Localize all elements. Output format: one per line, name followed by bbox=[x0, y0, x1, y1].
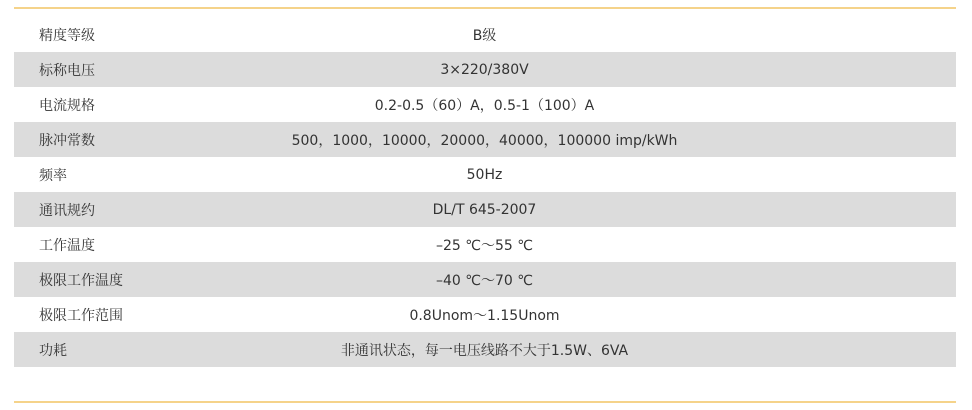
spec-label: 精度等级 bbox=[39, 27, 95, 44]
spec-row-operating-temp bbox=[14, 227, 956, 262]
spec-row-limit-range bbox=[14, 297, 956, 332]
spec-value: 3×220/380V bbox=[440, 61, 529, 78]
spec-row-rated-voltage bbox=[14, 52, 956, 87]
spec-value: DL/T 645-2007 bbox=[432, 201, 537, 218]
spec-value: 500，1000，10000，20000，40000，100000 imp/kWh bbox=[291, 132, 678, 149]
spec-row-protocol bbox=[14, 192, 956, 227]
spec-row-pulse-constant bbox=[14, 122, 956, 157]
spec-table bbox=[14, 17, 956, 367]
spec-row-current-spec bbox=[14, 87, 956, 122]
spec-label: 极限工作温度 bbox=[39, 272, 123, 289]
spec-value: 0.2-0.5（60）A，0.5-1（100）A bbox=[374, 97, 595, 114]
spec-value: –40 ℃～70 ℃ bbox=[436, 272, 533, 289]
spec-label: 脉冲常数 bbox=[39, 132, 95, 149]
spec-value: 50Hz bbox=[466, 166, 503, 183]
spec-row-accuracy bbox=[14, 17, 956, 52]
spec-label: 通讯规约 bbox=[39, 202, 95, 219]
spec-row-power-consumption bbox=[14, 332, 956, 367]
spec-value: –25 ℃～55 ℃ bbox=[436, 237, 533, 254]
spec-row-frequency bbox=[14, 157, 956, 192]
spec-value: 非通讯状态，每一电压线路不大于1.5W、6VA bbox=[340, 342, 629, 359]
spec-label: 电流规格 bbox=[39, 97, 95, 114]
spec-label: 工作温度 bbox=[39, 237, 95, 254]
top-divider bbox=[14, 7, 956, 9]
spec-value: 0.8Unom～1.15Unom bbox=[409, 307, 560, 324]
spec-label: 功耗 bbox=[39, 342, 67, 359]
spec-row-limit-temp bbox=[14, 262, 956, 297]
spec-value: B级 bbox=[472, 27, 497, 44]
bottom-divider bbox=[14, 401, 956, 403]
spec-label: 极限工作范围 bbox=[39, 307, 123, 324]
spec-label: 频率 bbox=[39, 167, 67, 184]
spec-label: 标称电压 bbox=[39, 62, 95, 79]
